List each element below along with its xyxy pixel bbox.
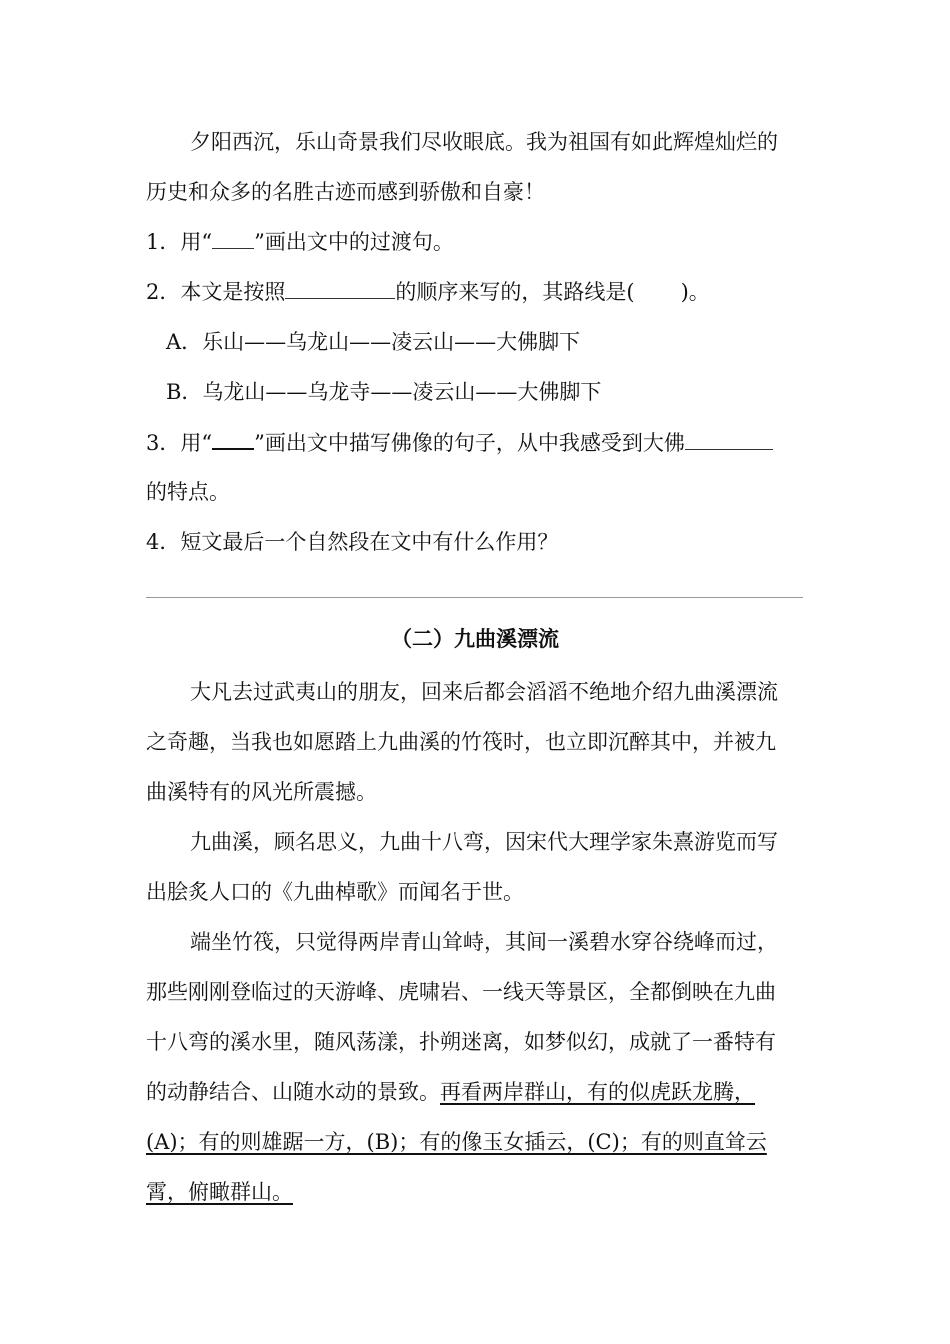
paragraph-line: 那些刚刚登临过的天游峰、虎啸岩、一线天等景区，全都倒映在九曲	[146, 980, 776, 1004]
paragraph-line: 九曲溪，顾名思义，九曲十八弯，因宋代大理学家朱熹游览而写	[190, 830, 778, 854]
section-title: （二）九曲溪漂流	[391, 626, 559, 651]
underline-sample	[212, 428, 254, 450]
underlined-sentence: 再看两岸群山，有的似虎跃龙腾，	[440, 1080, 755, 1104]
question-1	[146, 228, 454, 256]
paragraph-line: 曲溪特有的风光所震撼。	[146, 780, 377, 804]
paragraph-line	[146, 1078, 755, 1106]
question-2	[146, 278, 710, 306]
divider	[146, 597, 803, 598]
option-b[interactable]: B．乌龙山——乌龙寺——凌云山——大佛脚下	[166, 380, 602, 404]
paragraph-line: 出脍炙人口的《九曲棹歌》而闻名于世。	[146, 880, 524, 904]
option-a[interactable]: A．乐山——乌龙山——凌云山——大佛脚下	[166, 330, 581, 354]
underlined-sentence: (A)；有的则雄踞一方，(B)；有的像玉女插云，(C)；有的则直耸云	[146, 1130, 767, 1154]
paragraph-line: 端坐竹筏，只觉得两岸青山耸峙，其间一溪碧水穿谷绕峰而过，	[190, 930, 778, 954]
answer-blank[interactable]	[285, 278, 395, 299]
question-text: ”画出文中描写佛像的句子，从中我感受到大佛	[254, 431, 685, 455]
question-text: ”画出文中的过渡句。	[254, 230, 454, 254]
question-3	[146, 428, 773, 457]
question-3-cont: 的特点。	[146, 480, 230, 504]
question-text: )。	[680, 280, 710, 304]
answer-blank[interactable]	[685, 429, 773, 450]
answer-blank[interactable]	[212, 228, 254, 249]
question-text: 的顺序来写的，其路线是(	[395, 280, 635, 304]
paragraph-line: 十八弯的溪水里，随风荡漾，扑朔迷离，如梦似幻，成就了一番特有	[146, 1030, 776, 1054]
question-text: 2．本文是按照	[146, 280, 286, 304]
question-text: 1．用“	[146, 230, 213, 254]
text-segment: 的动静结合、山随水动的景致。	[146, 1080, 440, 1104]
paragraph-line: 之奇趣，当我也如愿踏上九曲溪的竹筏时，也立即沉醉其中，并被九	[146, 730, 776, 754]
question-text: 3．用“	[146, 431, 213, 455]
question-4: 4．短文最后一个自然段在文中有什么作用？	[146, 530, 559, 554]
paragraph-line: 大凡去过武夷山的朋友，回来后都会滔滔不绝地介绍九曲溪漂流	[190, 680, 778, 704]
paragraph-line: 夕阳西沉，乐山奇景我们尽收眼底。我为祖国有如此辉煌灿烂的	[190, 130, 778, 154]
underlined-sentence: 霄，俯瞰群山。	[146, 1180, 293, 1204]
paragraph-line: 历史和众多的名胜古迹而感到骄傲和自豪！	[146, 180, 545, 204]
